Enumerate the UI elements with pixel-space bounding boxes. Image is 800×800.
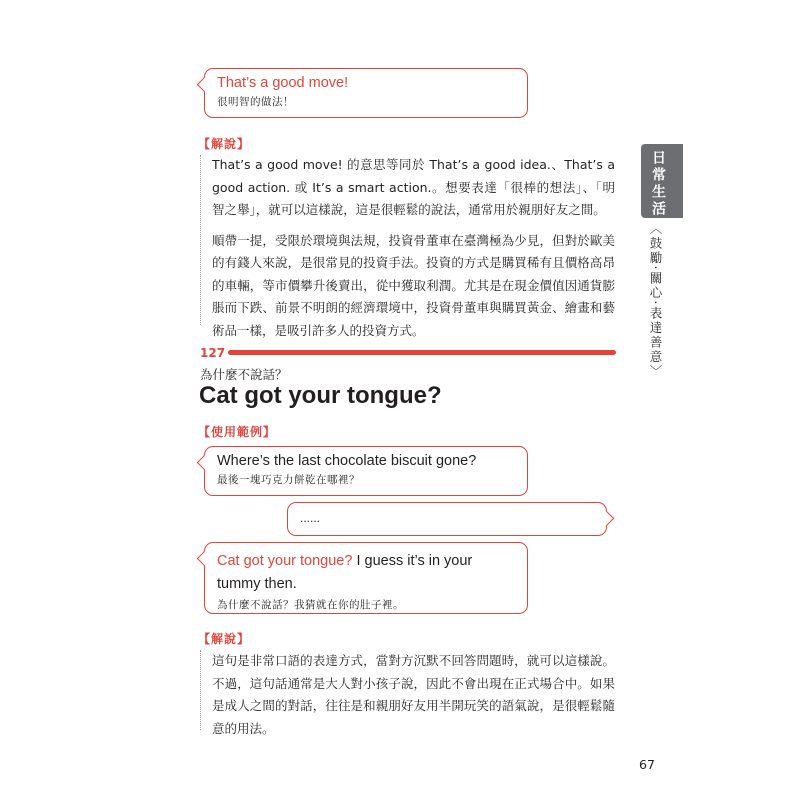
bubble-english-text: I guess it’s in your tummy then.	[217, 553, 473, 592]
entry-number-rule	[228, 350, 616, 355]
side-tab-title: 日常生活	[650, 150, 666, 218]
bubble-english-text: Where’s the last chocolate biscuit gone?	[217, 453, 477, 469]
page-number: 67	[639, 757, 655, 772]
explain-paragraphs	[212, 650, 615, 740]
explain-label: 【解說】	[198, 632, 251, 646]
explain-paragraph-1: That’s a good move! 的意思等同於 That’s a good idea.、That’s a good action. 或 It’s a smart action.。想要表達「很棒的想法」、「明智之舉」，就可以這樣說，這是很輕鬆的說法，通常用於親朋好友之間。	[212, 157, 615, 217]
explain-paragraph-1: 這句是非常口語的表達方式，當對方沉默不回答問題時，就可以這樣說。不過，這句話通常是大人對小孩子說，因此不會出現在正式場合中。如果是成人之間的對話，往往是和親朋好友用半開玩笑的語氣說，是很輕鬆隨意的用法。	[212, 653, 615, 736]
dotted-divider	[200, 155, 201, 325]
explain-paragraphs	[212, 154, 615, 342]
dotted-divider	[200, 650, 201, 730]
bubble-english-red-text: Cat got your tongue?	[217, 553, 353, 569]
entry-number: 127	[200, 346, 226, 360]
bubble-chinese-text: 很明智的做法！	[217, 96, 294, 108]
bubble-chinese-text: 最後一塊巧克力餅乾在哪裡？	[217, 474, 360, 486]
bubble-english-line	[217, 549, 515, 595]
entry-english-title: Cat got your tongue?	[199, 382, 442, 409]
bubble-chinese-text: 為什麼不說話？我猜就在你的肚子裡。	[217, 599, 404, 611]
bubble-english-text: ......	[300, 511, 321, 525]
entry-chinese-title: 為什麼不說話？	[200, 367, 288, 382]
side-tab-subtitle: 〈鼓勵‧關心‧表達善意〉	[648, 222, 663, 379]
bubble-english-text: That’s a good move!	[217, 75, 349, 91]
speech-bubble-biscuit	[204, 446, 528, 496]
speech-bubble-silence	[287, 502, 607, 536]
explain-label: 【解說】	[198, 137, 251, 151]
speech-bubble-good-move	[204, 68, 528, 118]
example-label: 【使用範例】	[198, 425, 277, 439]
explain-paragraph-2: 順帶一提，受限於環境與法規，投資骨董車在臺灣極為少見，但對於歐美的有錢人來說，是很常見的投資手法。投資的方式是購買稀有且價格高昂的車輛，等市價攀升後賣出，從中獲取利潤。尤其是在現金價值因通貨膨脹而下跌、前景不明朗的經濟環境中，投資骨董車與購買黃金、繪畫和藝術品一樣，是吸引許多人的投資方式。	[212, 232, 615, 338]
speech-bubble-cat-tongue	[204, 542, 528, 614]
